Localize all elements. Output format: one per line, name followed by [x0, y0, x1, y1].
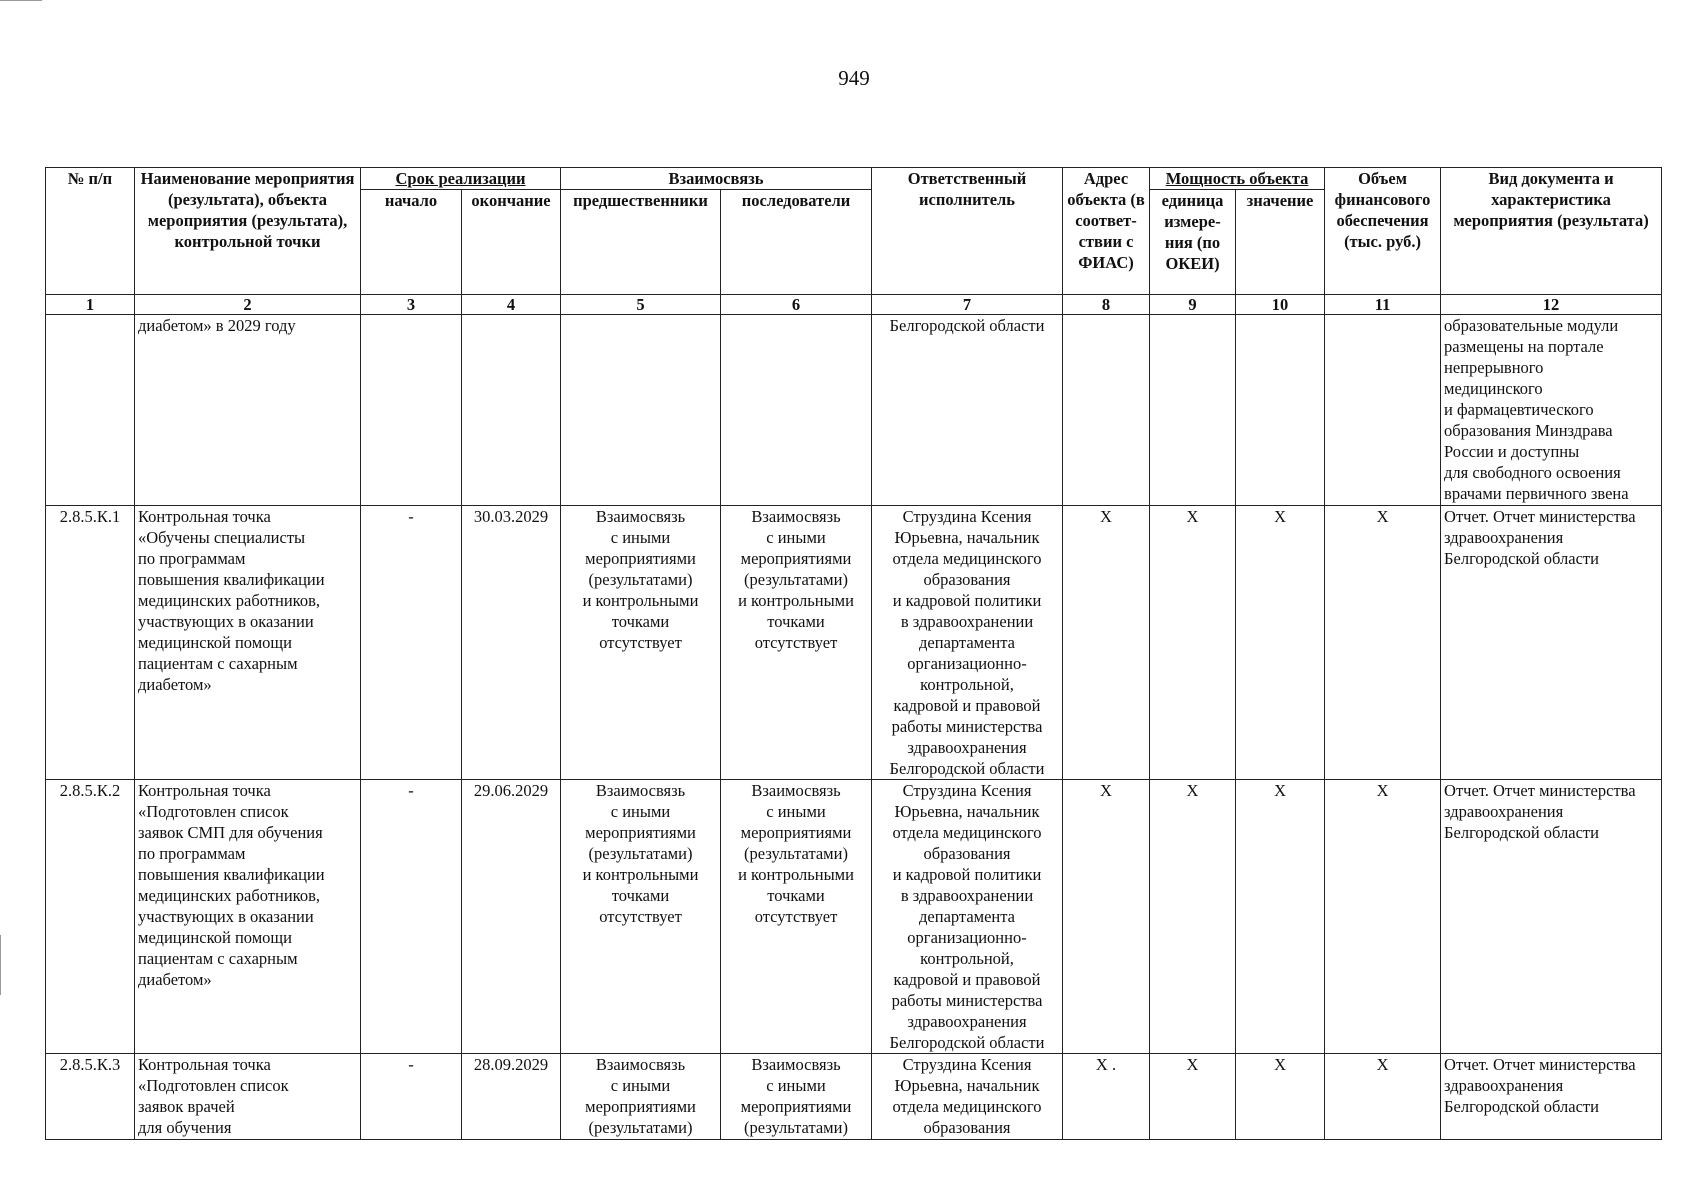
header-activity-name: Наименование мероприятия (результата), объекта мероприятия (результата), контрольной точки: [135, 168, 361, 295]
header-capacity-group: Мощность объекта: [1150, 168, 1325, 190]
row-successors: [721, 315, 872, 506]
row-start: -: [361, 506, 462, 780]
row-unit: X: [1150, 780, 1236, 1054]
table-row: [46, 780, 1662, 1054]
row-activity-name: Контрольная точка «Подготовлен список заявок врачей для обучения: [135, 1054, 361, 1140]
column-number: 9: [1150, 295, 1236, 315]
row-document: Отчет. Отчет министерства здравоохранения Белгородской области: [1441, 506, 1662, 780]
row-document: образовательные модули размещены на портале непрерывного медицинского и фармацевтического образования Минздрава России и доступны для свободного освоения врачами первичного звена: [1441, 315, 1662, 506]
row-responsible: Белгородской области: [872, 315, 1063, 506]
header-successors: последователи: [721, 190, 872, 295]
row-end: [462, 315, 561, 506]
row-predecessors: Взаимосвязь с иными мероприятиями (результатами): [561, 1054, 721, 1140]
row-value: [1236, 315, 1325, 506]
table-row: [46, 506, 1662, 780]
row-end: 29.06.2029: [462, 780, 561, 1054]
row-document: Отчет. Отчет министерства здравоохранения Белгородской области: [1441, 780, 1662, 1054]
table-row: [46, 1054, 1662, 1140]
row-end: 30.03.2029: [462, 506, 561, 780]
header-value: значение: [1236, 190, 1325, 295]
row-number: 2.8.5.К.2: [46, 780, 135, 1054]
column-number: 5: [561, 295, 721, 315]
column-number: 12: [1441, 295, 1662, 315]
row-predecessors: [561, 315, 721, 506]
header-start: начало: [361, 190, 462, 295]
row-document: Отчет. Отчет министерства здравоохранения Белгородской области: [1441, 1054, 1662, 1140]
row-activity-name: Контрольная точка «Подготовлен список заявок СМП для обучения по программам повышения квалификации медицинских работников, участвующих в оказании медицинской помощи пациентам с сахарным диабетом»: [135, 780, 361, 1054]
row-activity-name: Контрольная точка «Обучены специалисты по программам повышения квалификации медицинских работников, участвующих в оказании медицинской помощи пациентам с сахарным диабетом»: [135, 506, 361, 780]
header-period-group: Срок реализации: [361, 168, 561, 190]
row-responsible: Струздина Ксения Юрьевна, начальник отдела медицинского образования и кадровой политики в здравоохранении департамента организационно- контрольной, кадровой и правовой работы министерства здравоохранения Белгородской области: [872, 780, 1063, 1054]
row-value: X: [1236, 780, 1325, 1054]
header-unit: единица измере-ния (по ОКЕИ): [1150, 190, 1236, 295]
row-financing: X: [1325, 1054, 1441, 1140]
header-financing: Объем финансового обеспечения (тыс. руб.): [1325, 168, 1441, 295]
column-number: 4: [462, 295, 561, 315]
row-value: X: [1236, 506, 1325, 780]
header-predecessors: предшественники: [561, 190, 721, 295]
row-start: [361, 315, 462, 506]
row-responsible: Струздина Ксения Юрьевна, начальник отдела медицинского образования: [872, 1054, 1063, 1140]
row-value: X: [1236, 1054, 1325, 1140]
row-address: [1063, 315, 1150, 506]
column-number: 10: [1236, 295, 1325, 315]
header-responsible: Ответственный исполнитель: [872, 168, 1063, 295]
row-number: 2.8.5.К.3: [46, 1054, 135, 1140]
scan-margin-mark: [0, 935, 1, 995]
row-start: -: [361, 1054, 462, 1140]
row-end: 28.09.2029: [462, 1054, 561, 1140]
row-start: -: [361, 780, 462, 1054]
row-unit: [1150, 315, 1236, 506]
activities-table: [45, 167, 1662, 1140]
column-number: 3: [361, 295, 462, 315]
header-end: окончание: [462, 190, 561, 295]
row-activity-name: диабетом» в 2029 году: [135, 315, 361, 506]
column-number: 2: [135, 295, 361, 315]
row-number: 2.8.5.К.1: [46, 506, 135, 780]
row-number: [46, 315, 135, 506]
row-financing: X: [1325, 780, 1441, 1054]
header-link-group: Взаимосвязь: [561, 168, 872, 190]
page-number: 949: [838, 66, 870, 90]
row-financing: X: [1325, 506, 1441, 780]
row-predecessors: Взаимосвязь с иными мероприятиями (результатами) и контрольными точками отсутствует: [561, 506, 721, 780]
row-successors: Взаимосвязь с иными мероприятиями (результатами) и контрольными точками отсутствует: [721, 506, 872, 780]
row-financing: [1325, 315, 1441, 506]
row-address: X: [1063, 780, 1150, 1054]
scan-margin-mark: [0, 0, 42, 1]
table-row: [46, 315, 1662, 506]
row-predecessors: Взаимосвязь с иными мероприятиями (результатами) и контрольными точками отсутствует: [561, 780, 721, 1054]
header-address: Адрес объекта (в соответ-ствии с ФИАС): [1063, 168, 1150, 295]
header-number: № п/п: [46, 168, 135, 295]
column-number: 8: [1063, 295, 1150, 315]
column-number: 11: [1325, 295, 1441, 315]
row-responsible: Струздина Ксения Юрьевна, начальник отдела медицинского образования и кадровой политики в здравоохранении департамента организационно- контрольной, кадровой и правовой работы министерства здравоохранения Белгородской области: [872, 506, 1063, 780]
row-unit: X: [1150, 506, 1236, 780]
header-document: Вид документа и характеристика мероприятия (результата): [1441, 168, 1662, 295]
column-number: 6: [721, 295, 872, 315]
row-address: X .: [1063, 1054, 1150, 1140]
row-unit: X: [1150, 1054, 1236, 1140]
column-number: 7: [872, 295, 1063, 315]
column-number-row: [46, 295, 1662, 315]
row-successors: Взаимосвязь с иными мероприятиями (результатами) и контрольными точками отсутствует: [721, 780, 872, 1054]
row-successors: Взаимосвязь с иными мероприятиями (результатами): [721, 1054, 872, 1140]
row-address: X: [1063, 506, 1150, 780]
column-number: 1: [46, 295, 135, 315]
